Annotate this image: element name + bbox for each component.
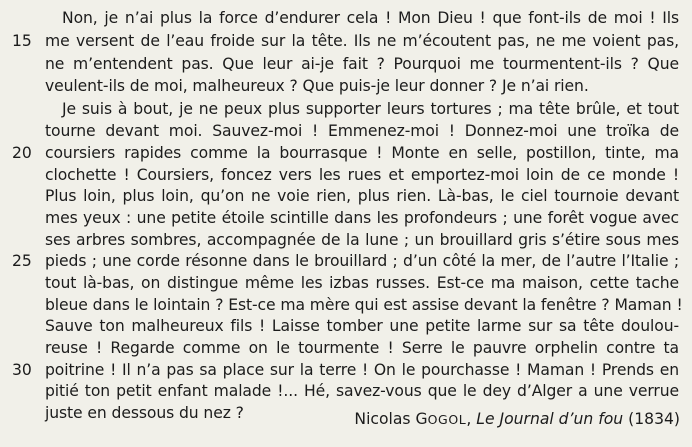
- text-line: pitié ton petit enfant malade !... Hé, savez-vous que le dey d’Alger a une verrue: [45, 382, 679, 400]
- text-line: Plus loin, plus loin, qu’on ne voie rien, plus rien. Là-bas, le ciel tournoie devant: [45, 187, 679, 205]
- author-last-initial: G: [415, 410, 428, 428]
- line-number: 15: [12, 32, 32, 50]
- text-line: bleue dans le lointain ? Est-ce ma mère qui est assise devant la fenêtre ? Maman !: [45, 296, 683, 314]
- text-line: Non, je n’ai plus la force d’endurer cela ! Mon Dieu ! que font-ils de moi ! Ils: [62, 9, 679, 27]
- text-line: ne m’entendent pas. Que leur ai-je fait ? Pourquoi me tourmentent-ils ? Que: [45, 55, 679, 73]
- text-line: me versent de l’eau froide sur la tête. Ils ne m’écoutent pas, ne me voient pas,: [45, 32, 679, 50]
- text-line: juste en dessous du nez ?: [45, 404, 244, 422]
- author-last-rest: OGOL: [427, 412, 467, 427]
- author-last-name: [416, 410, 467, 428]
- text-line: tout là-bas, on distingue même les izbas russes. Est-ce ma maison, cette tache: [45, 274, 679, 292]
- author-first-name: Nicolas: [354, 410, 411, 428]
- text-line: Je suis à bout, je ne peux plus supporter leurs tortures ; ma tête brûle, et tout: [62, 100, 679, 118]
- text-line: mes yeux : une petite étoile scintille dans les profondeurs ; une forêt vogue avec: [45, 209, 679, 227]
- text-line: pieds ; une corde résonne dans le brouillard ; d’un côté la mer, de l’autre l’Italie ;: [45, 252, 679, 270]
- text-line: ses arbres sombres, accompagnée de la lune ; un brouillard gris s’étire sous mes: [45, 231, 679, 249]
- text-line: veulent-ils de moi, malheureux ? Que puis-je leur donner ? Je n’ai rien.: [45, 77, 589, 95]
- work-title: Le Journal d’un fou: [476, 410, 624, 428]
- text-line: reuse ! Regarde comme on le tourmente ! Serre le pauvre orphelin contre ta: [45, 339, 679, 357]
- line-number: 20: [12, 144, 32, 162]
- line-number: 25: [12, 252, 32, 270]
- text-line: clochette ! Coursiers, foncez vers les rues et emportez-moi loin de ce monde !: [45, 166, 679, 184]
- attribution: Nicolas GOGOL, Le Journal d’un fou (1834): [354, 410, 680, 428]
- text-line: Sauve ton malheureux fils ! Laisse tomber une petite larme sur sa tête doulou-: [45, 317, 679, 335]
- text-line: poitrine ! Il n’a pas sa place sur la terre ! On le pourchasse ! Maman ! Prends en: [45, 361, 679, 379]
- line-number: 30: [12, 361, 32, 379]
- text-line: coursiers rapides comme la bourrasque ! Monte en selle, postillon, tinte, ma: [45, 144, 679, 162]
- text-line: tourne devant moi. Sauvez-moi ! Emmenez-moi ! Donnez-moi une troïka de: [45, 122, 679, 140]
- publication-year: (1834): [628, 410, 680, 428]
